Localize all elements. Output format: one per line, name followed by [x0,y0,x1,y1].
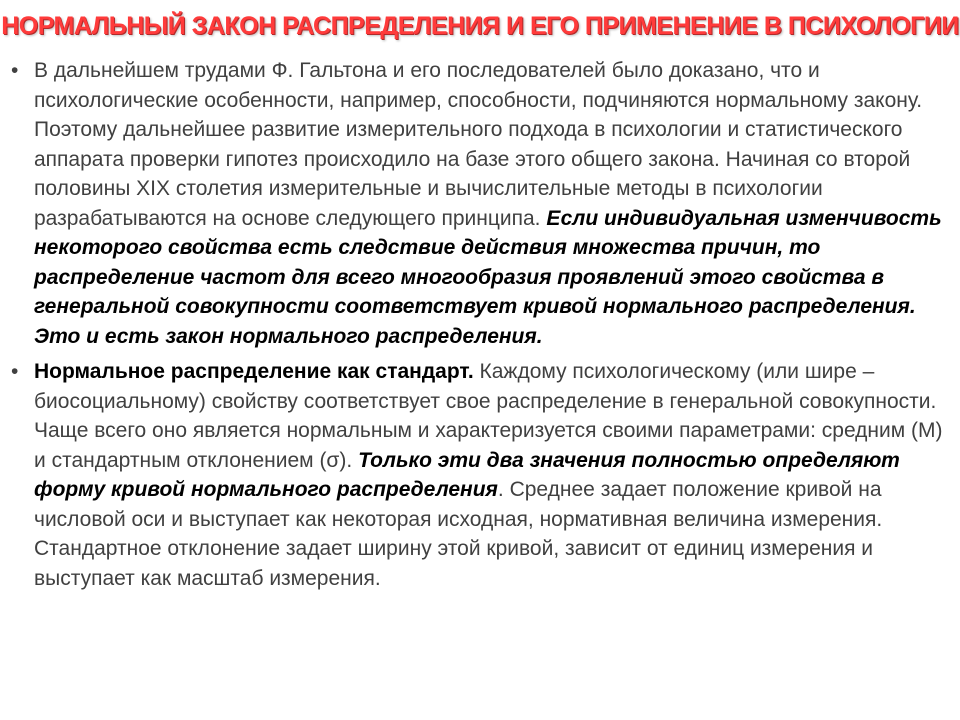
slide-title: НОРМАЛЬНЫЙ ЗАКОН РАСПРЕДЕЛЕНИЯ И ЕГО ПРИМЕНЕНИЕ В ПСИХОЛОГИИ [1,12,959,40]
bullet-item-normal-standard [0,357,960,593]
bullet-text: В дальнейшем трудами Ф. Гальтона и его последователей было доказано, что и психологические особенности, например, способности, подчиняются нормальному закону. Поэтому дальнейшее развитие измерительного подхода в психологии и статистического аппарата проверки гипотез происходило на базе этого общего закона. Начиная со второй половины XIX столетия измерительные и вычислительные методы в психологии разрабатываются на основе следующего принципа. [34,59,923,230]
bullet-dot-icon: • [11,360,19,383]
slide-content [0,56,960,593]
bullet-text: Каждому психологическому (или шире – биосоциальному) свойству соответствует свое распределение в генеральной совокупности. Чаще всего оно является нормальным и характеризуется своими параметрами: средним (М) и стандартным отклонением (σ). [34,360,943,472]
bullet-emphasis: Только эти два значения полностью определяют форму кривой нормального распределения [34,448,900,501]
bullet-item-galton [0,56,960,351]
bullet-heading: Нормальное распределение как стандарт. [34,360,474,383]
bullet-emphasis: Если индивидуальная изменчивость некоторого свойства есть следствие действия множества причин, то распределение частот для всего многообразия проявлений этого свойства в генеральной совокупности соответствует кривой нормального распределения. Это и есть закон нормального распределения. [34,206,942,348]
bullet-text-continued: . Среднее задает положение кривой на числовой оси и выступает как некоторая исходная, нормативная величина измерения. Стандартное отклонение задает ширину этой кривой, зависит от единиц измерения и выступает как масштаб измерения. [34,478,883,590]
bullet-dot-icon: • [11,59,19,82]
